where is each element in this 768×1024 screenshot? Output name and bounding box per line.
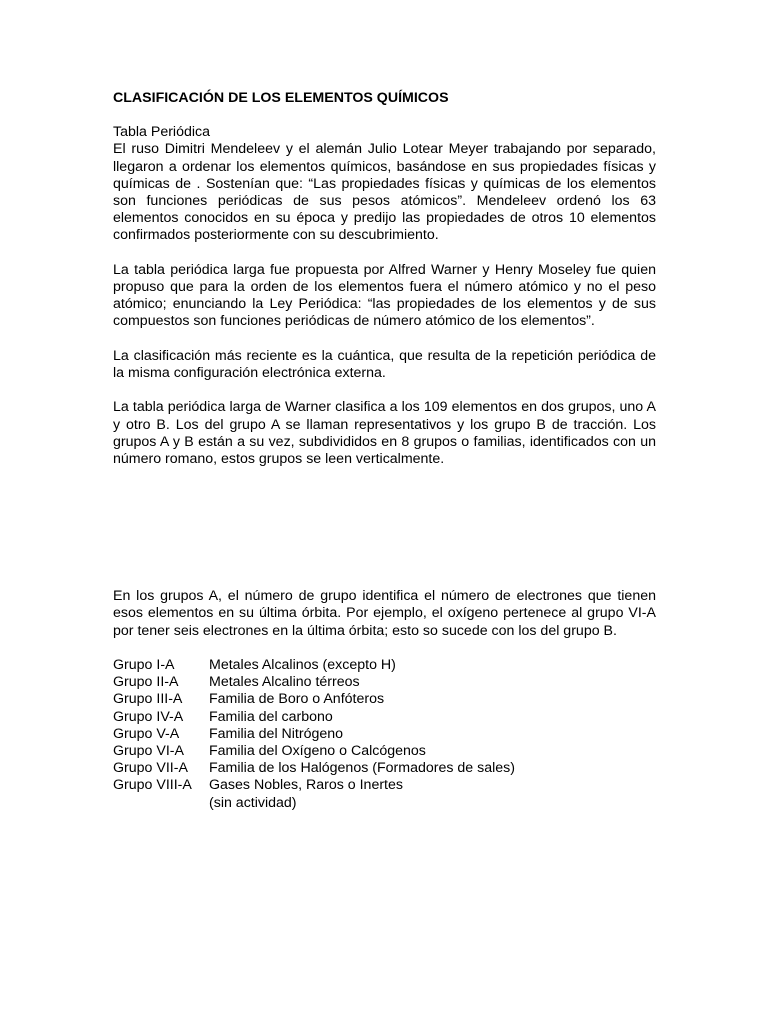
- group-description: (sin actividad): [209, 794, 297, 811]
- list-item: [113, 709, 656, 726]
- list-item: [113, 760, 656, 777]
- group-description: Familia del Nitrógeno: [209, 725, 344, 742]
- section-subtitle: Tabla Periódica: [113, 124, 211, 141]
- paragraph-spacer: [113, 331, 656, 348]
- group-description: Metales Alcalinos (excepto H): [209, 657, 396, 674]
- group-name: Grupo II-A: [113, 674, 179, 691]
- group-description: Familia del Oxígeno o Calcógenos: [209, 743, 426, 760]
- list-item: [113, 795, 656, 812]
- groups-list: [113, 657, 656, 812]
- paragraph-spacer: [113, 382, 656, 399]
- list-item: [113, 743, 656, 760]
- group-name: Grupo VI-A: [113, 743, 184, 760]
- paragraph-groups-ab: La tabla periódica larga de Warner clasifica a los 109 elementos en dos grupos, uno A y otro B. Los del grupo A se llaman representativos y los grupo B de tracción. Los grupos A y B están a su vez, subdivididos en 8 grupos o familias, identificados con un número romano, estos grupos se leen verticalmente.: [113, 399, 656, 468]
- group-description: Familia de Boro o Anfóteros: [209, 691, 385, 708]
- group-name: Grupo I-A: [113, 657, 175, 674]
- paragraph-mendeleev: El ruso Dimitri Mendeleev y el alemán Julio Lotear Meyer trabajando por separado, llegaron a ordenar los elementos químicos, basándose en sus propiedades físicas y químicas de . Sostenían que: “Las propiedades físicas y químicas de los elementos son funciones periódicas de sus pesos atómicos”. Mendeleev ordenó los 63 elementos conocidos en su época y predijo las propiedades de otros 10 elementos confirmados posteriormente con su descubrimiento.: [113, 141, 656, 244]
- group-name: Grupo VII-A: [113, 760, 188, 777]
- blank-space: [113, 468, 656, 588]
- document-title: CLASIFICACIÓN DE LOS ELEMENTOS QUÍMICOS: [113, 90, 449, 106]
- list-item: [113, 657, 656, 674]
- paragraph-quantum: La clasificación más reciente es la cuántica, que resulta de la repetición periódica de la misma configuración electrónica externa.: [113, 347, 656, 382]
- group-name: Grupo V-A: [113, 725, 180, 742]
- paragraph-warner-moseley: La tabla periódica larga fue propuesta por Alfred Warner y Henry Moseley fue quien propuso que para la orden de los elementos fuera el número atómico y no el peso atómico; enunciando la Ley Periódica: “las propiedades de los elementos y de sus compuestos son funciones periódicas de número atómico de los elementos”.: [113, 261, 656, 330]
- list-item: [113, 726, 656, 743]
- document-body: [113, 90, 656, 812]
- group-name: [113, 795, 209, 812]
- paragraph-spacer: [113, 245, 656, 262]
- paragraph-spacer: [113, 640, 656, 657]
- group-description: Familia del carbono: [209, 708, 333, 725]
- list-item: [113, 777, 656, 794]
- list-item: [113, 691, 656, 708]
- list-item: [113, 674, 656, 691]
- group-description: Familia de los Halógenos (Formadores de sales): [209, 760, 515, 777]
- group-description: Gases Nobles, Raros o Inertes: [209, 777, 403, 794]
- group-name: Grupo III-A: [113, 691, 183, 708]
- group-description: Metales Alcalino térreos: [209, 674, 360, 691]
- paragraph-group-number: En los grupos A, el número de grupo identifica el número de electrones que tienen esos elementos en su última órbita. Por ejemplo, el oxígeno pertenece al grupo VI-A por tener seis electrones en la última órbita; esto so sucede con los del grupo B.: [113, 588, 656, 639]
- group-name: Grupo IV-A: [113, 708, 184, 725]
- group-name: Grupo VIII-A: [113, 777, 192, 794]
